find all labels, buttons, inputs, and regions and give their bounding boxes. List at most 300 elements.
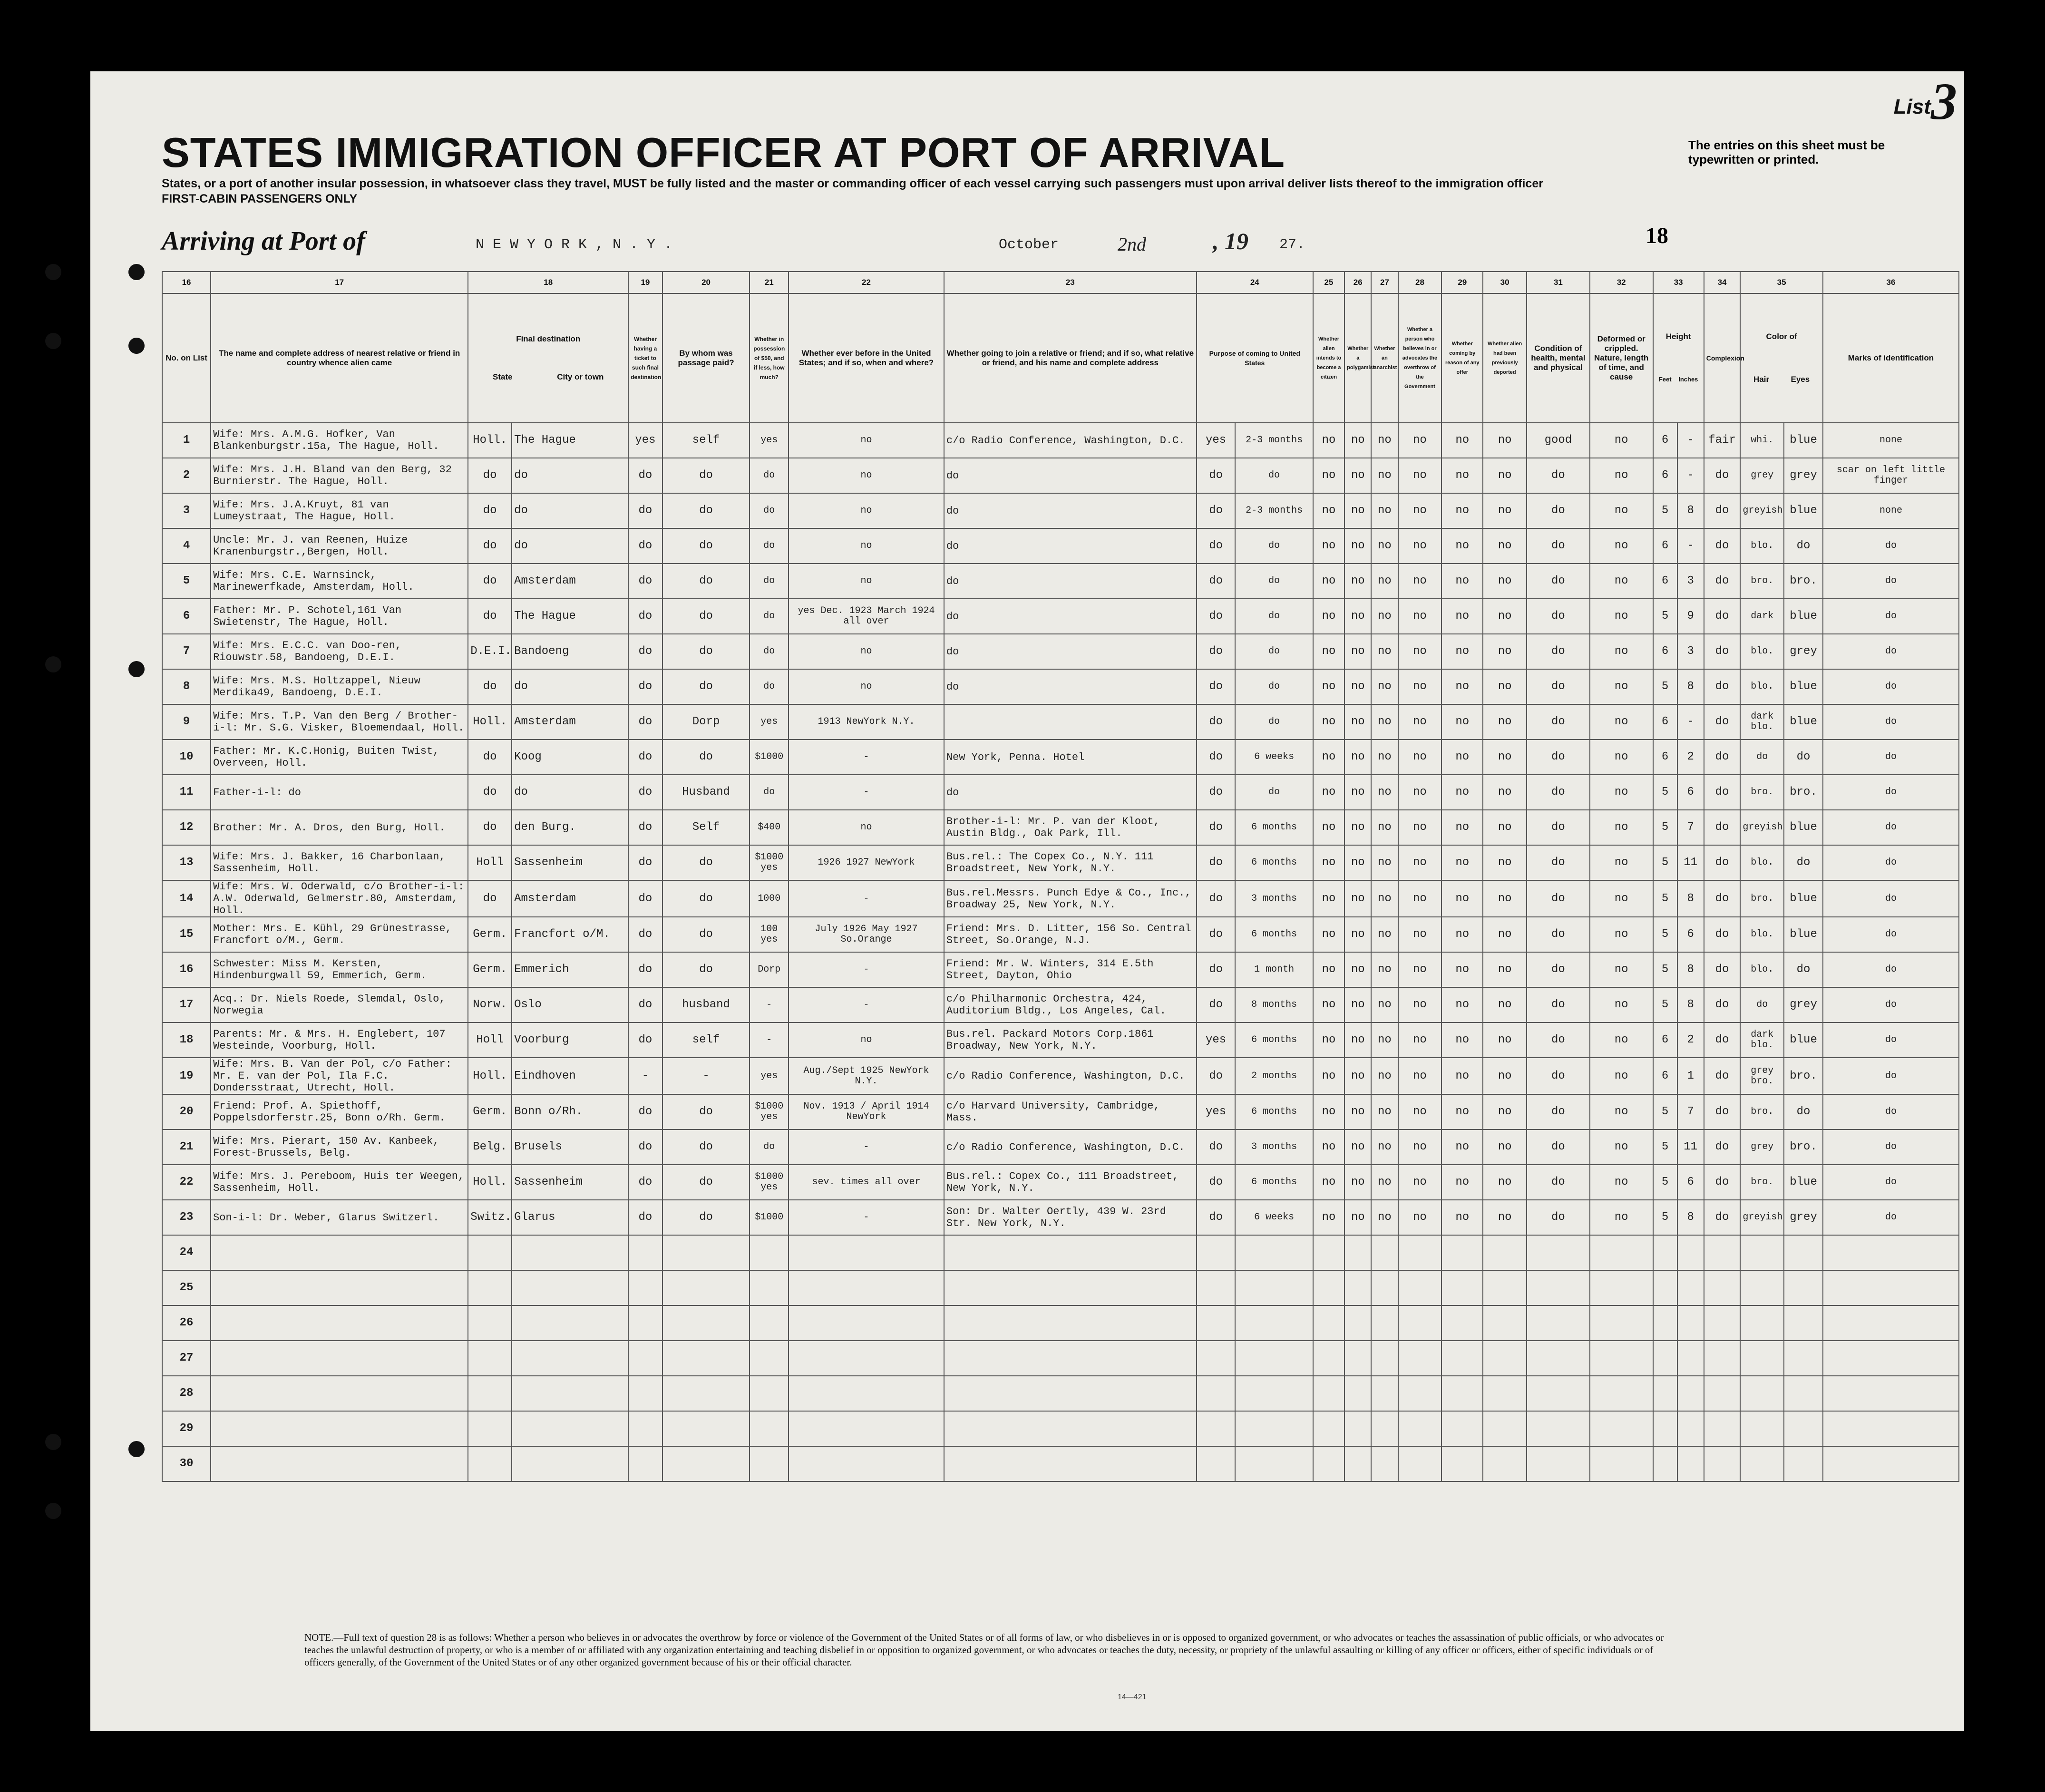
cell-deported bbox=[1483, 1235, 1527, 1270]
sheet-number: 18 bbox=[1646, 223, 1668, 248]
cell-citizen: no bbox=[1313, 704, 1344, 740]
cell-purpose: do bbox=[1197, 528, 1236, 564]
cell-feet: 5 bbox=[1653, 880, 1677, 917]
cell-purpose: do bbox=[1197, 810, 1236, 845]
cell-length: 6 weeks bbox=[1235, 1200, 1313, 1235]
cell-money: yes bbox=[750, 704, 789, 740]
cell-money: do bbox=[750, 493, 789, 528]
cell-health bbox=[1527, 1235, 1590, 1270]
cell-citizen: no bbox=[1313, 880, 1344, 917]
cell-before: no bbox=[789, 528, 944, 564]
cell-join: Bus.rel.: Copex Co., 111 Broadstreet, New York, N.Y. bbox=[944, 1165, 1197, 1200]
cell-health: do bbox=[1527, 952, 1590, 987]
header-citizen: Whether alien intends to become a citizen bbox=[1313, 293, 1344, 423]
cell-length: 8 months bbox=[1235, 987, 1313, 1023]
form-code: 14—421 bbox=[1118, 1693, 1147, 1701]
cell-join: Friend: Mrs. D. Litter, 156 So. Central Street, So.Orange, N.J. bbox=[944, 917, 1197, 952]
cell-no: 16 bbox=[162, 952, 211, 987]
cell-no: 15 bbox=[162, 917, 211, 952]
cell-relative: Wife: Mrs. J.A.Kruyt, 81 van Lumeystraat, The Hague, Holl. bbox=[211, 493, 468, 528]
cell-complexion: do bbox=[1704, 528, 1741, 564]
instructions-line: States, or a port of another insular possession, in whatsoever class they travel, MUST be fully listed and the master or commanding officer of each vessel carrying such passengers must upon arrival deliver lists thereof to the immigration officer bbox=[162, 177, 1543, 190]
cell-deported: no bbox=[1483, 987, 1527, 1023]
cell-no: 30 bbox=[162, 1446, 211, 1481]
header-final-destination bbox=[468, 293, 628, 423]
cell-marks: do bbox=[1823, 845, 1959, 880]
cell-join: Son: Dr. Walter Oertly, 439 W. 23rd Str. New York, N.Y. bbox=[944, 1200, 1197, 1235]
cell-feet: 6 bbox=[1653, 1058, 1677, 1094]
cell-feet: 5 bbox=[1653, 1200, 1677, 1235]
cell-deported: no bbox=[1483, 1165, 1527, 1200]
cell-overthrow: no bbox=[1398, 423, 1442, 458]
cell-city: Eindhoven bbox=[512, 1058, 628, 1094]
cell-citizen: no bbox=[1313, 599, 1344, 634]
cell-length bbox=[1235, 1235, 1313, 1270]
cell-inches: 3 bbox=[1677, 634, 1704, 669]
cell-eyes: blue bbox=[1784, 810, 1823, 845]
cell-state: do bbox=[468, 740, 512, 775]
cell-offer bbox=[1441, 1270, 1483, 1305]
cell-relative: Father-i-l: do bbox=[211, 775, 468, 810]
cell-no: 7 bbox=[162, 634, 211, 669]
column-number-row bbox=[162, 272, 1959, 293]
cell-offer: no bbox=[1441, 423, 1483, 458]
cell-state: Holl bbox=[468, 1023, 512, 1058]
cell-city: Amsterdam bbox=[512, 704, 628, 740]
cell-citizen: no bbox=[1313, 740, 1344, 775]
cell-overthrow bbox=[1398, 1376, 1442, 1411]
header-hair: Hair bbox=[1753, 375, 1770, 384]
cell-eyes: blue bbox=[1784, 917, 1823, 952]
cell-anarch: no bbox=[1371, 423, 1398, 458]
cell-offer: no bbox=[1441, 810, 1483, 845]
cell-join: do bbox=[944, 775, 1197, 810]
cell-overthrow: no bbox=[1398, 1023, 1442, 1058]
cell-overthrow: no bbox=[1398, 740, 1442, 775]
cell-length: 6 months bbox=[1235, 1094, 1313, 1130]
cell-join: Brother-i-l: Mr. P. van der Kloot, Austin Bldg., Oak Park, Ill. bbox=[944, 810, 1197, 845]
table-row bbox=[162, 1058, 1959, 1094]
cell-ticket: do bbox=[628, 669, 662, 704]
cell-complexion: do bbox=[1704, 810, 1741, 845]
table-row bbox=[162, 917, 1959, 952]
cell-complexion: do bbox=[1704, 704, 1741, 740]
cell-length bbox=[1235, 1305, 1313, 1341]
header-polygamist: Whether a polygamist bbox=[1344, 293, 1371, 423]
cell-feet: 5 bbox=[1653, 493, 1677, 528]
cell-deformed bbox=[1590, 1411, 1653, 1446]
cell-length bbox=[1235, 1411, 1313, 1446]
cell-before: - bbox=[789, 740, 944, 775]
cell-purpose: do bbox=[1197, 880, 1236, 917]
cell-offer: no bbox=[1441, 1023, 1483, 1058]
cell-deported: no bbox=[1483, 775, 1527, 810]
table-row bbox=[162, 1446, 1959, 1481]
cell-before: no bbox=[789, 493, 944, 528]
cell-polyg: no bbox=[1344, 880, 1371, 917]
cell-city: Francfort o/M. bbox=[512, 917, 628, 952]
cell-deported: no bbox=[1483, 423, 1527, 458]
cell-deformed: no bbox=[1590, 1200, 1653, 1235]
cell-inches bbox=[1677, 1235, 1704, 1270]
cell-length bbox=[1235, 1341, 1313, 1376]
cell-hair bbox=[1740, 1341, 1784, 1376]
cell-money: - bbox=[750, 987, 789, 1023]
cell-no: 27 bbox=[162, 1341, 211, 1376]
cell-inches: 2 bbox=[1677, 740, 1704, 775]
cell-deported: no bbox=[1483, 845, 1527, 880]
cell-polyg: no bbox=[1344, 952, 1371, 987]
cell-offer: no bbox=[1441, 599, 1483, 634]
cell-relative bbox=[211, 1376, 468, 1411]
cell-relative bbox=[211, 1305, 468, 1341]
cell-citizen: no bbox=[1313, 987, 1344, 1023]
cell-feet: 5 bbox=[1653, 952, 1677, 987]
cell-overthrow: no bbox=[1398, 775, 1442, 810]
cell-overthrow: no bbox=[1398, 599, 1442, 634]
cell-ticket: do bbox=[628, 599, 662, 634]
cell-paid: Self bbox=[662, 810, 750, 845]
cell-relative: Wife: Mrs. W. Oderwald, c/o Brother-i-l: A.W. Oderwald, Gelmerstr.80, Amsterdam, Holl. bbox=[211, 880, 468, 917]
cell-deported: no bbox=[1483, 952, 1527, 987]
cell-purpose: do bbox=[1197, 740, 1236, 775]
cell-city: Bonn o/Rh. bbox=[512, 1094, 628, 1130]
cell-ticket: do bbox=[628, 1200, 662, 1235]
table-row bbox=[162, 1165, 1959, 1200]
header-overthrow: Whether a person who believes in or advocates the overthrow of the Government bbox=[1398, 293, 1442, 423]
cell-before: no bbox=[789, 1023, 944, 1058]
cell-complexion: do bbox=[1704, 1058, 1741, 1094]
cell-offer: no bbox=[1441, 634, 1483, 669]
cell-health: do bbox=[1527, 599, 1590, 634]
col-number: 22 bbox=[789, 272, 944, 293]
table-row bbox=[162, 880, 1959, 917]
cell-marks: do bbox=[1823, 952, 1959, 987]
cell-paid: do bbox=[662, 458, 750, 493]
cell-city: Amsterdam bbox=[512, 564, 628, 599]
cell-health: do bbox=[1527, 845, 1590, 880]
cell-complexion: do bbox=[1704, 599, 1741, 634]
cell-citizen bbox=[1313, 1376, 1344, 1411]
table-row bbox=[162, 845, 1959, 880]
cell-purpose: do bbox=[1197, 775, 1236, 810]
cell-purpose: do bbox=[1197, 987, 1236, 1023]
cell-polyg: no bbox=[1344, 704, 1371, 740]
cell-offer: no bbox=[1441, 1094, 1483, 1130]
cell-deported: no bbox=[1483, 564, 1527, 599]
cell-deported bbox=[1483, 1270, 1527, 1305]
cell-relative: Wife: Mrs. A.M.G. Hofker, Van Blankenburgstr.15a, The Hague, Holl. bbox=[211, 423, 468, 458]
header-final-destination-label: Final destination bbox=[516, 334, 581, 343]
cell-offer: no bbox=[1441, 669, 1483, 704]
cell-purpose bbox=[1197, 1235, 1236, 1270]
cell-purpose bbox=[1197, 1411, 1236, 1446]
cell-ticket: - bbox=[628, 1058, 662, 1094]
cell-city bbox=[512, 1446, 628, 1481]
cell-polyg: no bbox=[1344, 669, 1371, 704]
cell-deported: no bbox=[1483, 1094, 1527, 1130]
cell-eyes: grey bbox=[1784, 987, 1823, 1023]
cell-no: 28 bbox=[162, 1376, 211, 1411]
cell-join: do bbox=[944, 458, 1197, 493]
cell-eyes: grey bbox=[1784, 458, 1823, 493]
cell-deported: no bbox=[1483, 917, 1527, 952]
cell-marks bbox=[1823, 1235, 1959, 1270]
cell-polyg: no bbox=[1344, 1094, 1371, 1130]
cell-money bbox=[750, 1235, 789, 1270]
cell-anarch: no bbox=[1371, 987, 1398, 1023]
cell-offer: no bbox=[1441, 987, 1483, 1023]
cell-inches bbox=[1677, 1376, 1704, 1411]
cell-citizen: no bbox=[1313, 775, 1344, 810]
cell-deformed bbox=[1590, 1305, 1653, 1341]
cell-offer: no bbox=[1441, 1200, 1483, 1235]
table-row bbox=[162, 1023, 1959, 1058]
cell-offer: no bbox=[1441, 458, 1483, 493]
cell-inches: - bbox=[1677, 704, 1704, 740]
cell-join: do bbox=[944, 634, 1197, 669]
cell-before: 1913 NewYork N.Y. bbox=[789, 704, 944, 740]
cell-inches: 11 bbox=[1677, 1130, 1704, 1165]
cell-citizen: no bbox=[1313, 845, 1344, 880]
cell-paid bbox=[662, 1341, 750, 1376]
cell-hair: grey bro. bbox=[1740, 1058, 1784, 1094]
cell-paid: do bbox=[662, 952, 750, 987]
cell-purpose: do bbox=[1197, 493, 1236, 528]
cell-marks: do bbox=[1823, 880, 1959, 917]
cell-purpose: do bbox=[1197, 1058, 1236, 1094]
cell-health bbox=[1527, 1446, 1590, 1481]
cell-deformed: no bbox=[1590, 458, 1653, 493]
cell-polyg: no bbox=[1344, 528, 1371, 564]
cell-state: do bbox=[468, 528, 512, 564]
cell-polyg bbox=[1344, 1270, 1371, 1305]
col-number: 35 bbox=[1740, 272, 1823, 293]
col-number: 36 bbox=[1823, 272, 1959, 293]
cell-join: do bbox=[944, 599, 1197, 634]
cell-deported: no bbox=[1483, 880, 1527, 917]
cell-money: $1000 bbox=[750, 1200, 789, 1235]
cell-eyes: bro. bbox=[1784, 775, 1823, 810]
cell-anarch bbox=[1371, 1411, 1398, 1446]
cell-purpose bbox=[1197, 1446, 1236, 1481]
cell-eyes bbox=[1784, 1270, 1823, 1305]
table-row bbox=[162, 528, 1959, 564]
cell-health: do bbox=[1527, 634, 1590, 669]
cell-deported bbox=[1483, 1411, 1527, 1446]
cell-health: do bbox=[1527, 669, 1590, 704]
cell-city: Sassenheim bbox=[512, 1165, 628, 1200]
cell-polyg: no bbox=[1344, 1023, 1371, 1058]
cell-money: do bbox=[750, 775, 789, 810]
col-number: 20 bbox=[662, 272, 750, 293]
cell-paid: self bbox=[662, 423, 750, 458]
cell-money: do bbox=[750, 634, 789, 669]
cell-state: Switz. bbox=[468, 1200, 512, 1235]
cell-length: do bbox=[1235, 599, 1313, 634]
cell-paid: do bbox=[662, 528, 750, 564]
cell-money bbox=[750, 1376, 789, 1411]
cell-citizen: no bbox=[1313, 634, 1344, 669]
cell-inches: 6 bbox=[1677, 917, 1704, 952]
cell-deformed bbox=[1590, 1270, 1653, 1305]
cell-money bbox=[750, 1411, 789, 1446]
cell-paid bbox=[662, 1235, 750, 1270]
cell-complexion: do bbox=[1704, 1165, 1741, 1200]
cell-ticket: do bbox=[628, 1165, 662, 1200]
col-number: 31 bbox=[1527, 272, 1590, 293]
cell-ticket bbox=[628, 1446, 662, 1481]
cell-anarch: no bbox=[1371, 810, 1398, 845]
cell-deported: no bbox=[1483, 599, 1527, 634]
cell-no: 11 bbox=[162, 775, 211, 810]
cell-city: Amsterdam bbox=[512, 880, 628, 917]
cell-overthrow: no bbox=[1398, 1058, 1442, 1094]
cell-relative: Wife: Mrs. Pierart, 150 Av. Kanbeek, Forest-Brussels, Belg. bbox=[211, 1130, 468, 1165]
cell-state: Holl. bbox=[468, 423, 512, 458]
cell-anarch: no bbox=[1371, 952, 1398, 987]
day-value: 2nd bbox=[1118, 234, 1146, 255]
cell-paid: Husband bbox=[662, 775, 750, 810]
cell-state: Holl. bbox=[468, 1165, 512, 1200]
cell-marks: none bbox=[1823, 493, 1959, 528]
cell-relative bbox=[211, 1270, 468, 1305]
cell-paid: do bbox=[662, 564, 750, 599]
header-inches: Inches bbox=[1678, 376, 1698, 383]
cell-deformed: no bbox=[1590, 1058, 1653, 1094]
cell-offer: no bbox=[1441, 704, 1483, 740]
cell-complexion: do bbox=[1704, 493, 1741, 528]
cell-paid: do bbox=[662, 917, 750, 952]
footnote: NOTE.—Full text of question 28 is as follows: Whether a person who believes in or advocates the overthrow by force or violence of the Government of the United States or of all forms of law, or who disbelieves in or is opposed to organized government, or who advocates or teaches the assassination of public officials, or who advocates or teaches the unlawful destruction of property, or who is a member of or affiliated with any organization entertaining and teaching disbelief in or opposition to organized government, or who advocates or teaches the duty, necessity, or propriety of the unlawful assaulting or killing of any officer or officers, either of specific individuals or of officers generally, of the Government of the United States or of any other organized government because of his or their official character. bbox=[304, 1632, 1664, 1668]
cell-purpose: yes bbox=[1197, 423, 1236, 458]
cell-polyg: no bbox=[1344, 845, 1371, 880]
arriving-label: Arriving at Port of bbox=[162, 226, 365, 256]
cell-money: $1000 yes bbox=[750, 1094, 789, 1130]
cell-state bbox=[468, 1341, 512, 1376]
cell-anarch: no bbox=[1371, 564, 1398, 599]
cell-join: do bbox=[944, 669, 1197, 704]
cell-marks bbox=[1823, 1305, 1959, 1341]
cell-marks: do bbox=[1823, 528, 1959, 564]
list-number: 3 bbox=[1931, 72, 1957, 130]
col-number: 27 bbox=[1371, 272, 1398, 293]
cell-inches: - bbox=[1677, 423, 1704, 458]
cell-length: 6 months bbox=[1235, 917, 1313, 952]
cell-join: c/o Philharmonic Orchestra, 424, Auditorium Bldg., Los Angeles, Cal. bbox=[944, 987, 1197, 1023]
cell-ticket bbox=[628, 1376, 662, 1411]
cell-eyes bbox=[1784, 1376, 1823, 1411]
cell-deformed: no bbox=[1590, 634, 1653, 669]
cell-no: 3 bbox=[162, 493, 211, 528]
cell-marks: do bbox=[1823, 599, 1959, 634]
cell-offer: no bbox=[1441, 564, 1483, 599]
cell-health: do bbox=[1527, 1130, 1590, 1165]
cell-relative: Acq.: Dr. Niels Roede, Slemdal, Oslo, Norwegia bbox=[211, 987, 468, 1023]
year-value: 27. bbox=[1279, 237, 1305, 253]
table-row bbox=[162, 1235, 1959, 1270]
cell-deformed: no bbox=[1590, 1023, 1653, 1058]
cell-city bbox=[512, 1376, 628, 1411]
cell-deformed: no bbox=[1590, 740, 1653, 775]
cell-eyes bbox=[1784, 1446, 1823, 1481]
cell-complexion bbox=[1704, 1411, 1741, 1446]
cell-money: - bbox=[750, 1023, 789, 1058]
cell-overthrow bbox=[1398, 1341, 1442, 1376]
table-row bbox=[162, 704, 1959, 740]
cell-offer bbox=[1441, 1446, 1483, 1481]
header-offer: Whether coming by reason of any offer bbox=[1441, 293, 1483, 423]
cell-eyes: blue bbox=[1784, 1165, 1823, 1200]
cell-health: do bbox=[1527, 1023, 1590, 1058]
cell-offer: no bbox=[1441, 1130, 1483, 1165]
cell-city: do bbox=[512, 493, 628, 528]
cell-anarch: no bbox=[1371, 740, 1398, 775]
cell-inches: 3 bbox=[1677, 564, 1704, 599]
cell-deported bbox=[1483, 1305, 1527, 1341]
cell-hair: bro. bbox=[1740, 775, 1784, 810]
cell-relative: Wife: Mrs. J. Pereboom, Huis ter Weegen, Sassenheim, Holl. bbox=[211, 1165, 468, 1200]
cell-feet: 6 bbox=[1653, 528, 1677, 564]
cell-purpose: do bbox=[1197, 669, 1236, 704]
cell-inches bbox=[1677, 1270, 1704, 1305]
cell-deported: no bbox=[1483, 704, 1527, 740]
cell-anarch: no bbox=[1371, 917, 1398, 952]
binder-hole bbox=[45, 1503, 61, 1519]
cell-purpose bbox=[1197, 1305, 1236, 1341]
cell-inches: 6 bbox=[1677, 1165, 1704, 1200]
cell-paid bbox=[662, 1305, 750, 1341]
cell-state: D.E.I. bbox=[468, 634, 512, 669]
cell-join bbox=[944, 1411, 1197, 1446]
cell-offer: no bbox=[1441, 493, 1483, 528]
cell-offer: no bbox=[1441, 917, 1483, 952]
cell-marks: do bbox=[1823, 1165, 1959, 1200]
cell-length: 6 months bbox=[1235, 1165, 1313, 1200]
cell-health: do bbox=[1527, 1094, 1590, 1130]
cell-offer: no bbox=[1441, 1058, 1483, 1094]
cell-money: 100 yes bbox=[750, 917, 789, 952]
cell-ticket bbox=[628, 1270, 662, 1305]
cell-health: do bbox=[1527, 775, 1590, 810]
cell-feet: 6 bbox=[1653, 704, 1677, 740]
cell-feet: 5 bbox=[1653, 599, 1677, 634]
cell-before: July 1926 May 1927 So.Orange bbox=[789, 917, 944, 952]
list-label: List bbox=[1893, 95, 1931, 118]
cell-state: Belg. bbox=[468, 1130, 512, 1165]
cell-deformed: no bbox=[1590, 1165, 1653, 1200]
cell-paid bbox=[662, 1411, 750, 1446]
cell-city bbox=[512, 1270, 628, 1305]
table-row bbox=[162, 810, 1959, 845]
cell-before bbox=[789, 1270, 944, 1305]
cell-state: Germ. bbox=[468, 952, 512, 987]
cell-deported: no bbox=[1483, 1023, 1527, 1058]
cell-feet: 5 bbox=[1653, 669, 1677, 704]
cell-marks bbox=[1823, 1341, 1959, 1376]
cell-eyes bbox=[1784, 1235, 1823, 1270]
cell-before bbox=[789, 1411, 944, 1446]
header-anarchist: Whether an anarchist bbox=[1371, 293, 1398, 423]
cell-no: 8 bbox=[162, 669, 211, 704]
cell-marks: do bbox=[1823, 917, 1959, 952]
cell-relative bbox=[211, 1235, 468, 1270]
cell-purpose bbox=[1197, 1376, 1236, 1411]
header-height-label: Height bbox=[1665, 332, 1691, 341]
cell-feet: 5 bbox=[1653, 917, 1677, 952]
cell-complexion: do bbox=[1704, 845, 1741, 880]
cell-deformed: no bbox=[1590, 564, 1653, 599]
